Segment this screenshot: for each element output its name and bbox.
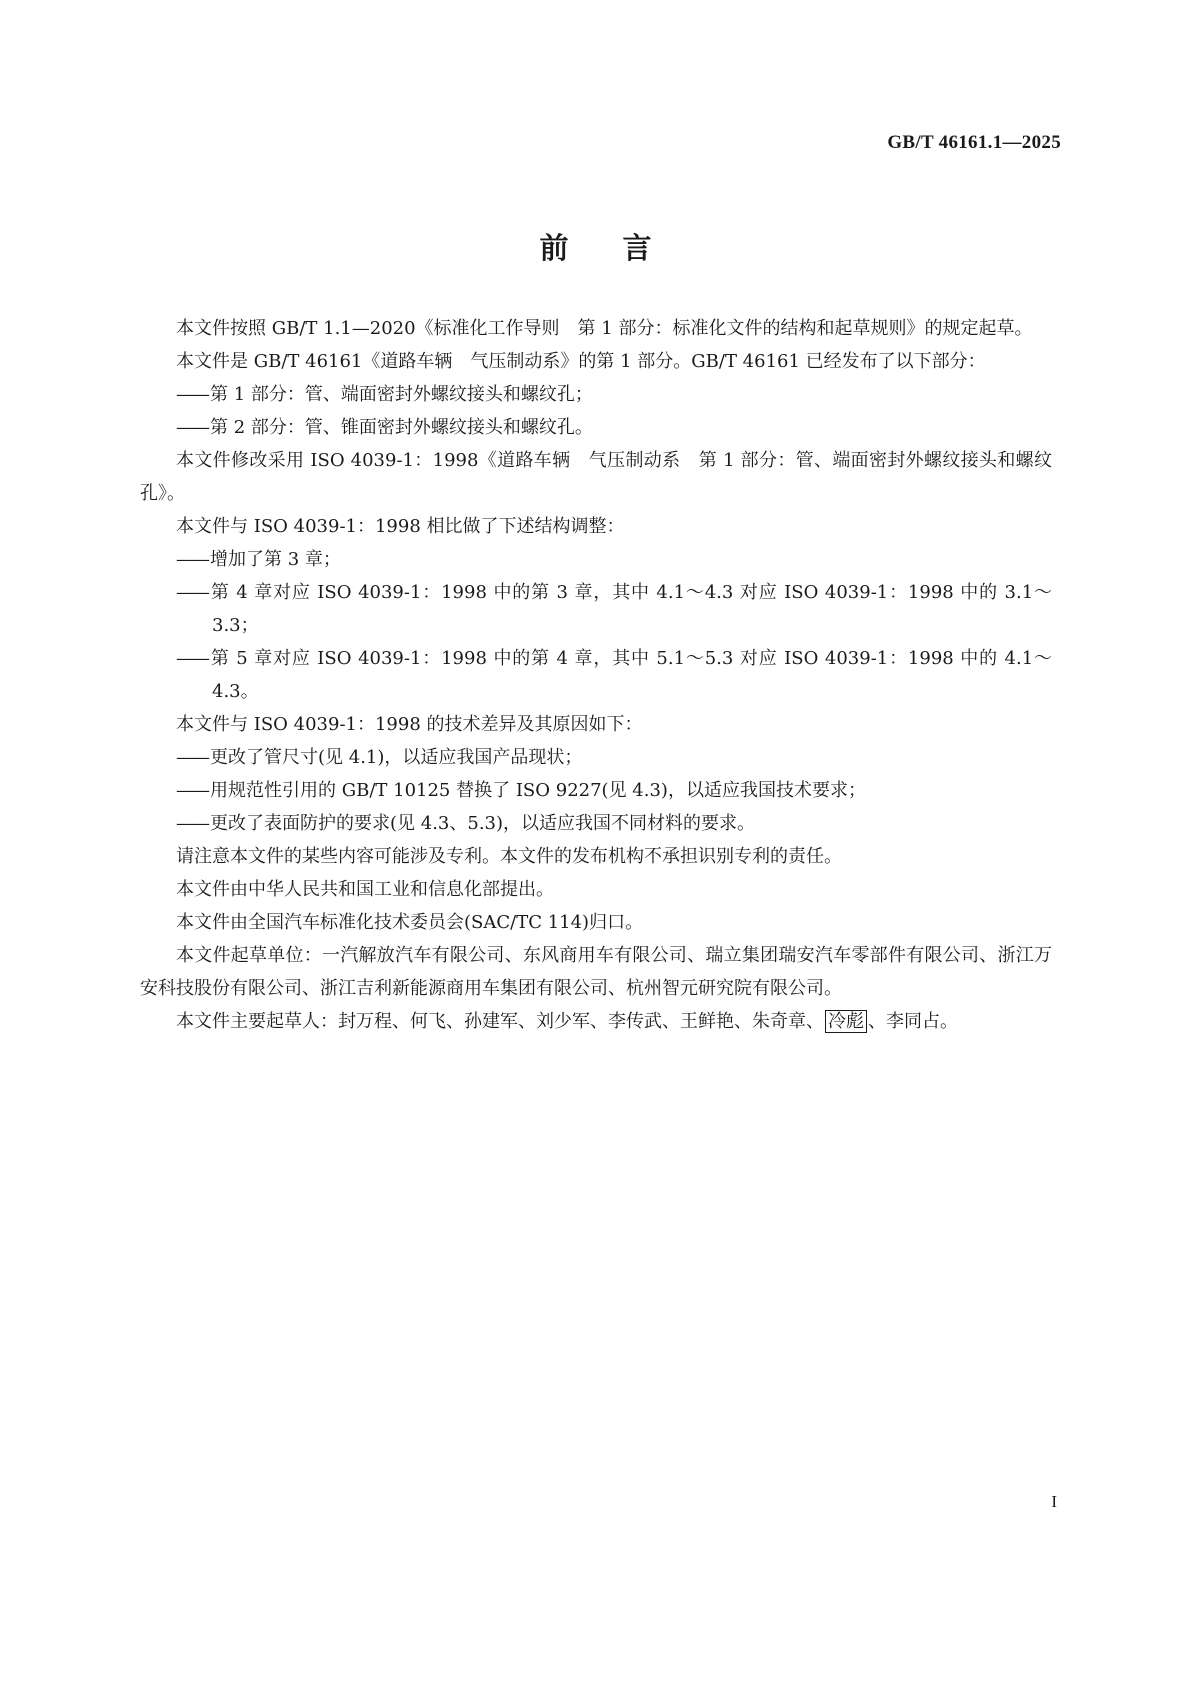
paragraph-proposer: 本文件由中华人民共和国工业和信息化部提出。 <box>176 879 554 900</box>
standard-number: GB/T 46161.1—2025 <box>887 132 1061 153</box>
list-item-technical-difference: —— 更改了表面防护的要求(见 4.3、5.3)，以适应我国不同材料的要求。 <box>140 807 1052 840</box>
paragraph-parts-intro: 本文件是 GB/T 46161《道路车辆 气压制动系》的第 1 部分。GB/T 46161 已经发布了以下部分： <box>176 351 986 372</box>
drafters-list: 本文件主要起草人：封万程、何飞、孙建军、刘少军、李传武、王鲜艳、朱奇章、 <box>176 1011 824 1032</box>
list-item-part: —— 第 1 部分：管、端面密封外螺纹接头和螺纹孔； <box>140 378 1052 411</box>
paragraph-drafting-rules: 本文件按照 GB/T 1.1—2020《标准化工作导则 第 1 部分：标准化文件的结构和起草规则》的规定起草。 <box>176 318 1033 339</box>
drafters-list-end: 、李同占。 <box>868 1011 958 1032</box>
list-item-part: —— 第 2 部分：管、锥面密封外螺纹接头和螺纹孔。 <box>140 411 1052 444</box>
list-item-structure-change: —— 增加了第 3 章； <box>140 543 1052 576</box>
paragraph-patent-notice: 请注意本文件的某些内容可能涉及专利。本文件的发布机构不承担识别专利的责任。 <box>176 846 842 867</box>
list-item-structure-change: —— 第 4 章对应 ISO 4039-1：1998 中的第 3 章，其中 4.1～4.3 对应 ISO 4039-1：1998 中的 3.1～3.3； <box>140 576 1052 642</box>
paragraph-drafting-units: 本文件起草单位：一汽解放汽车有限公司、东风商用车有限公司、瑞立集团瑞安汽车零部件有限公司、浙江万安科技股份有限公司、浙江吉利新能源商用车集团有限公司、杭州智元研究院有限公司。 <box>140 945 1052 999</box>
list-item-structure-change: —— 第 5 章对应 ISO 4039-1：1998 中的第 4 章，其中 5.1～5.3 对应 ISO 4039-1：1998 中的 4.1～4.3。 <box>140 642 1052 708</box>
list-item-technical-difference: —— 更改了管尺寸(见 4.1)，以适应我国产品现状； <box>140 741 1052 774</box>
page-title: 前言 <box>539 231 706 265</box>
preface-body <box>140 312 1052 1038</box>
paragraph-technical-differences: 本文件与 ISO 4039-1：1998 的技术差异及其原因如下： <box>176 714 643 735</box>
paragraph-drafters <box>140 1005 1052 1038</box>
boxed-drafter-name: 冷彪 <box>825 1010 867 1033</box>
list-item-technical-difference: —— 用规范性引用的 GB/T 10125 替换了 ISO 9227(见 4.3)，以适应我国技术要求； <box>140 774 1052 807</box>
page-number: I <box>1051 1492 1057 1511</box>
paragraph-committee: 本文件由全国汽车标准化技术委员会(SAC/TC 114)归口。 <box>176 912 644 933</box>
paragraph-structure-changes: 本文件与 ISO 4039-1：1998 相比做了下述结构调整： <box>176 516 625 537</box>
paragraph-adoption: 本文件修改采用 ISO 4039-1：1998《道路车辆 气压制动系 第 1 部分：管、端面密封外螺纹接头和螺纹孔》。 <box>140 450 1052 504</box>
